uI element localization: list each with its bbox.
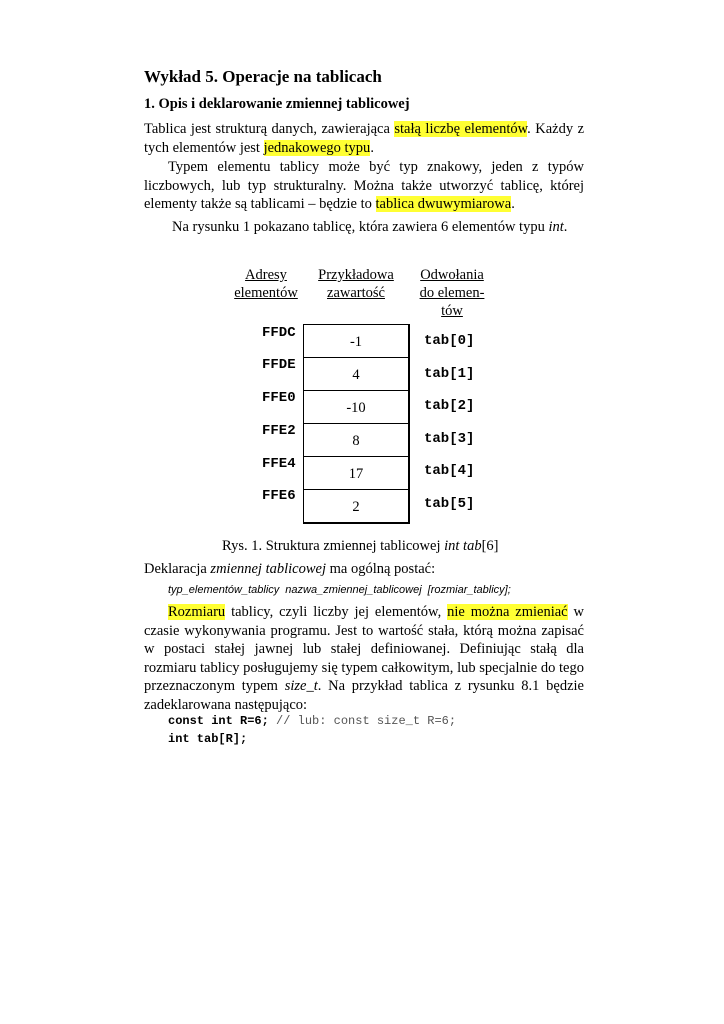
address-label: FFE4 [262, 456, 296, 472]
figure-caption: Rys. 1. Struktura zmiennej tablicowej int tab[6] [222, 538, 499, 554]
element-reference: tab[1] [424, 366, 475, 382]
section-heading: 1. Opis i deklarowanie zmiennej tablicowej [144, 96, 410, 112]
array-cells [303, 324, 410, 524]
code-line: int tab[R]; [168, 732, 248, 746]
paragraph-array-size: Rozmiaru tablicy, czyli liczby jej elementów, nie można zmieniać w czasie wykonywania programu. Jest to wartość stała, którą można zapisać w postaci stałej jawnej lub stałej definiowanej. Definiując stałą dla rozmiaru tablicy posługujemy się typem całkowitym, lub specjalnie do tego przeznaczonym typem size_t. Na przykład tablica z rysunku 8.1 będzie zadeklarowana następująco: [144, 604, 584, 713]
array-cell: 8 [304, 424, 408, 457]
code-comment: // lub: const size_t R=6; [268, 714, 457, 728]
element-reference: tab[2] [424, 398, 475, 414]
paragraph-element-types: Typem elementu tablicy może być typ znakowy, jeden z typów liczbowych, lub typ strukturalny. Można także utworzyć tablicę, której elementy także są tablicami – będzie to tablica dwuwymiarowa. [144, 159, 584, 212]
paragraph-definition: Tablica jest strukturą danych, zawierająca stałą liczbę elementów. Każdy z tych elementów jest jednakowego typu. [144, 121, 585, 156]
highlight-cannot-change: nie można zmieniać [447, 604, 568, 620]
column-header-addresses: Adresy elementów [234, 267, 298, 301]
element-reference: tab[5] [424, 496, 475, 512]
array-cell: 2 [352, 499, 360, 515]
array-cell: -10 [304, 391, 408, 424]
highlight-same-type: jednakowego typu [263, 139, 371, 156]
code-line: const int R=6; // lub: const size_t R=6; [168, 714, 457, 728]
highlight-size: Rozmiaru [168, 604, 226, 620]
address-label: FFDE [262, 357, 296, 373]
highlight-two-dimensional: tablica dwuwymiarowa [375, 196, 512, 212]
column-header-references: Odwołania do elemen- tów [419, 267, 485, 319]
address-label: FFE2 [262, 423, 296, 439]
array-cell: 17 [304, 457, 408, 490]
address-label: FFE0 [262, 390, 296, 406]
address-label: FFDC [262, 325, 296, 341]
element-reference: tab[0] [424, 333, 475, 349]
element-reference: tab[4] [424, 463, 475, 479]
highlight-constant-count: stałą liczbę elementów [394, 121, 528, 137]
column-header-contents: Przykładowa zawartość [318, 267, 394, 301]
lecture-title: Wykład 5. Operacje na tablicach [144, 67, 382, 86]
array-cell: -1 [304, 325, 408, 358]
element-reference: tab[3] [424, 431, 475, 447]
declaration-syntax: typ_elementów_tablicy nazwa_zmiennej_tablicowej [rozmiar_tablicy]; [168, 584, 511, 596]
array-cell: 4 [304, 358, 408, 391]
address-label: FFE6 [262, 488, 296, 504]
declaration-intro: Deklaracja zmiennej tablicowej ma ogólną postać: [144, 561, 436, 577]
paragraph-figure-intro: Na rysunku 1 pokazano tablicę, która zawiera 6 elementów typu int. [172, 219, 568, 235]
